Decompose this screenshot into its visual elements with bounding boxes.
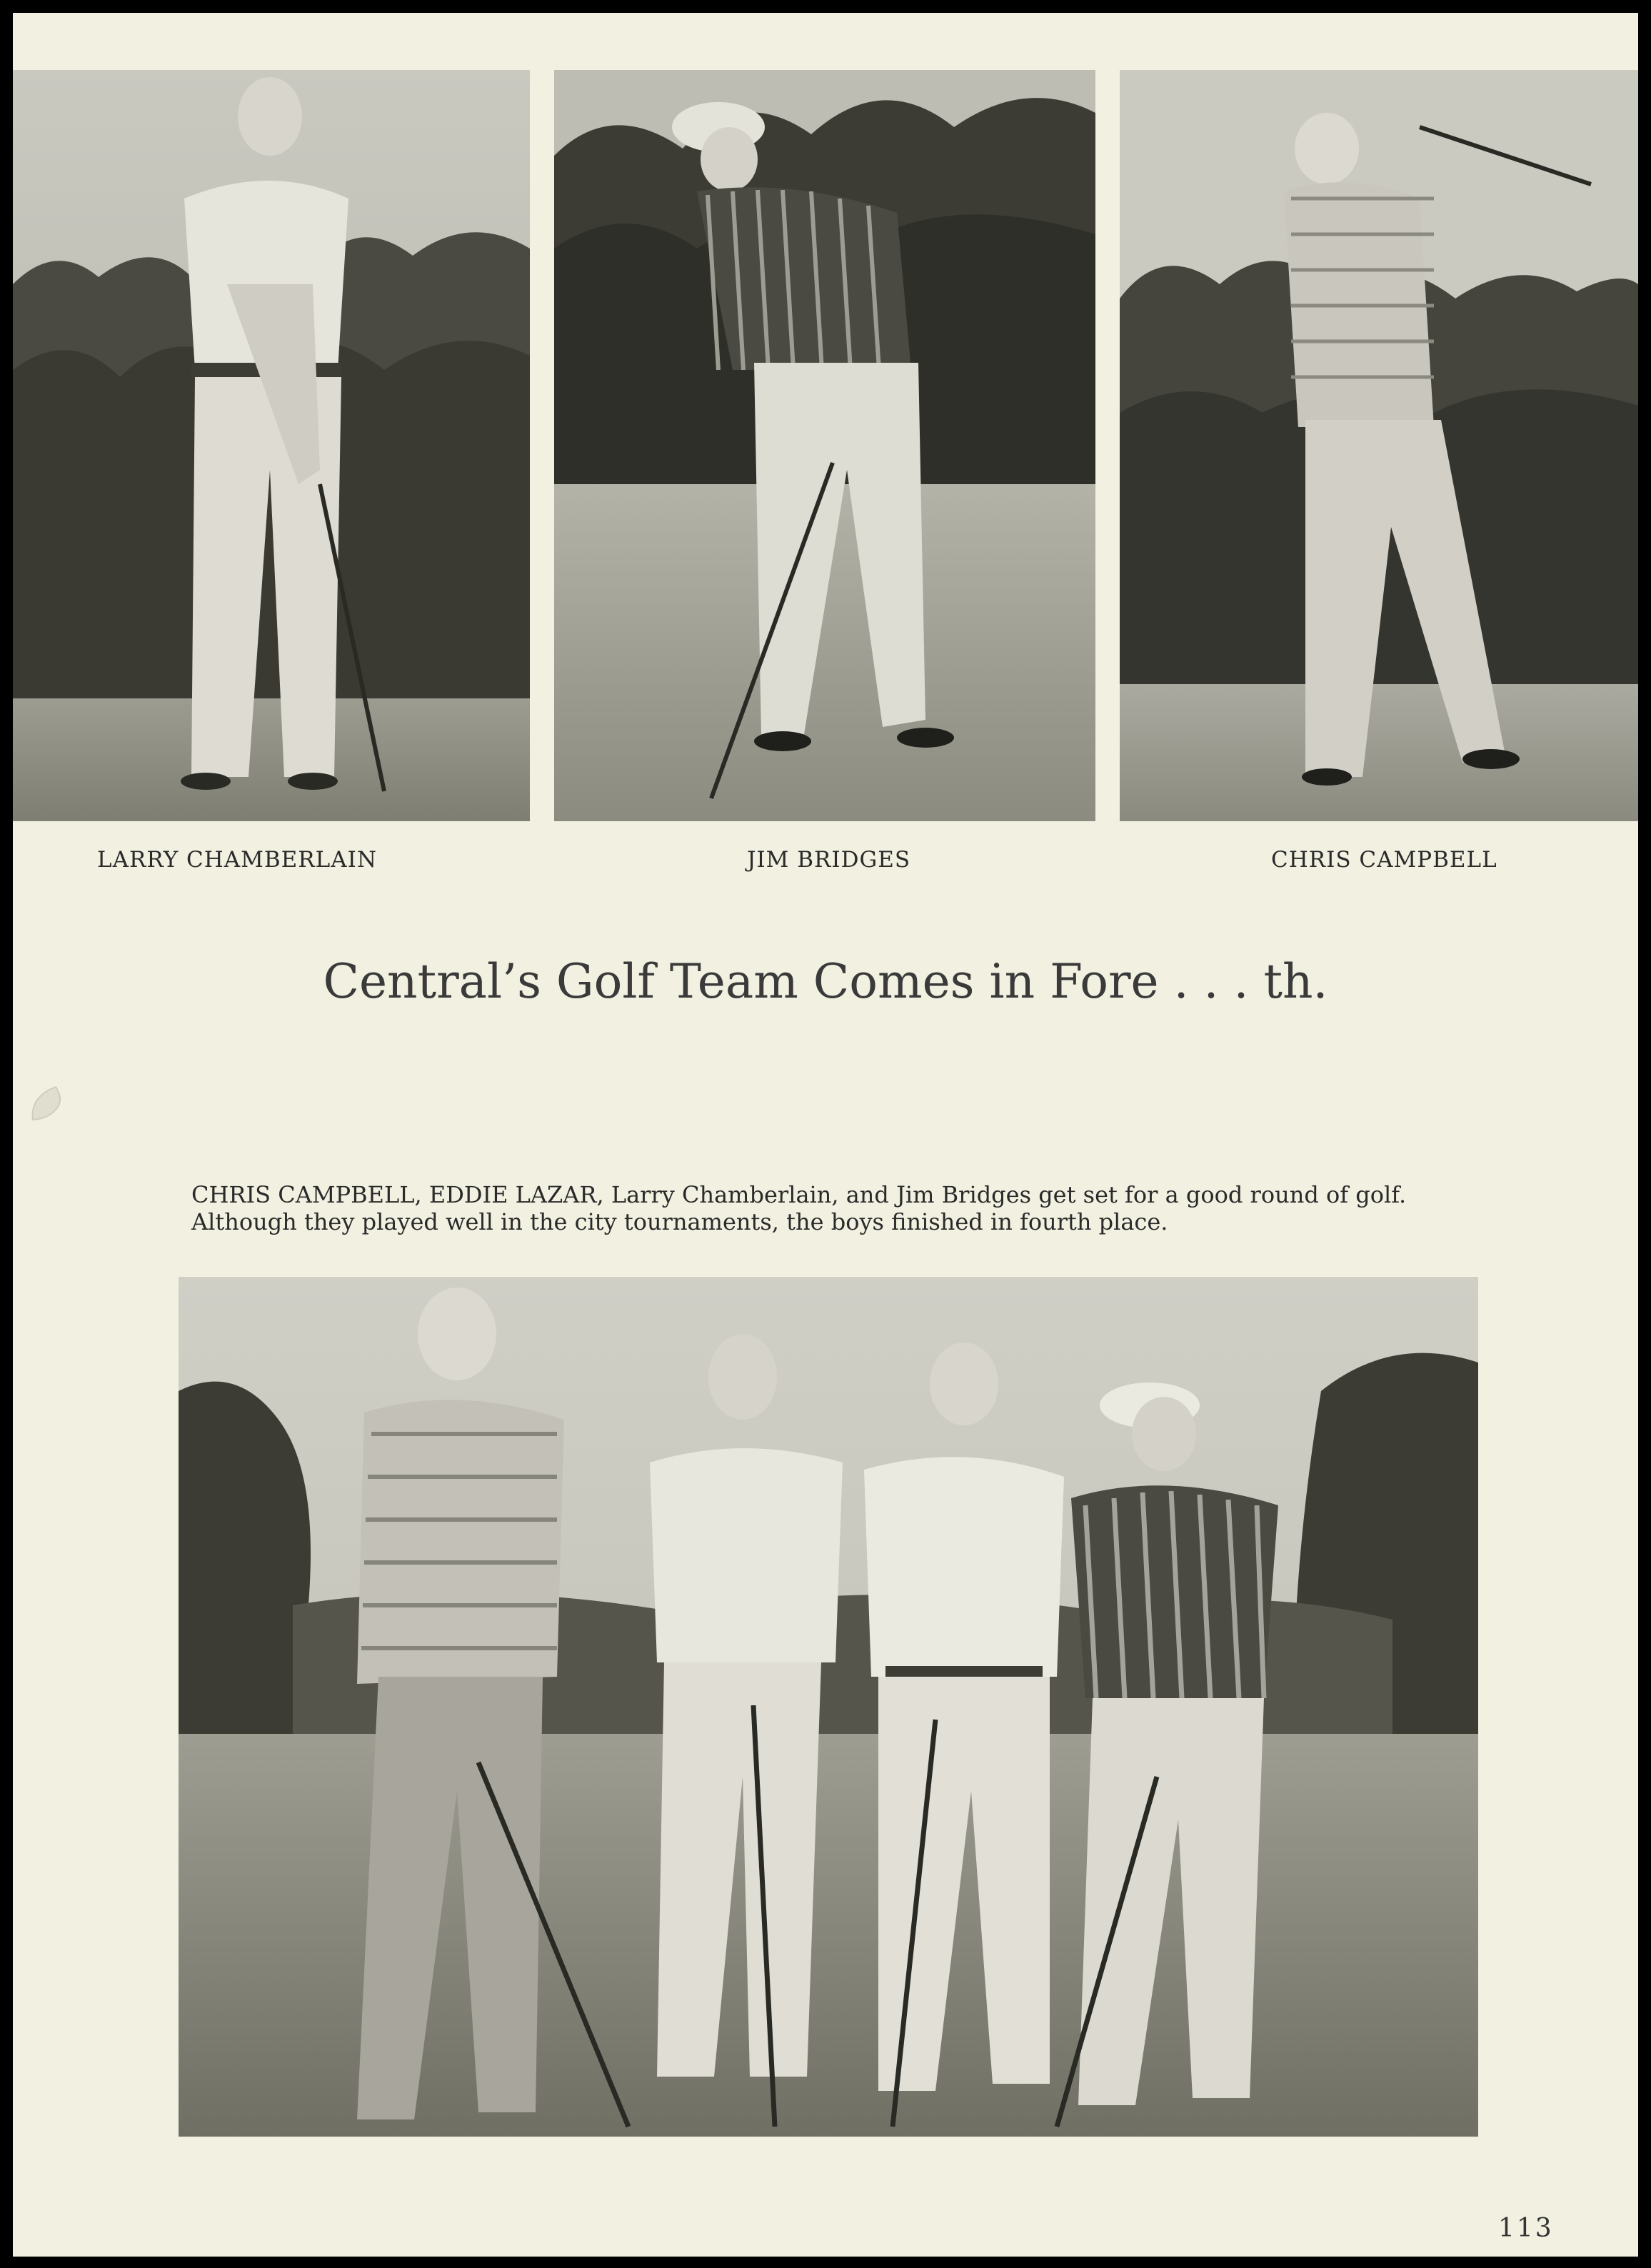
photo-chris-campbell [1120, 70, 1638, 821]
photo-golf-team-group [179, 1277, 1478, 2137]
leaf-mark-icon [27, 1083, 70, 1125]
caption-jim-bridges: JIM BRIDGES [747, 847, 911, 873]
photo-jim-bridges [554, 70, 1095, 821]
photo-larry-chamberlain [13, 70, 530, 821]
yearbook-page [13, 13, 1638, 2257]
caption-larry-chamberlain: LARRY CHAMBERLAIN [97, 847, 377, 873]
caption-chris-campbell: CHRIS CAMPBELL [1271, 847, 1497, 873]
page-number: 113 [1498, 2214, 1554, 2243]
group-photo-caption [191, 1181, 1477, 1235]
caption-line-1: CHRIS CAMPBELL, EDDIE LAZAR, Larry Chamberlain, and Jim Bridges get set for a good round of golf. [191, 1181, 1407, 1208]
caption-line-2: Although they played well in the city tournaments, the boys finished in fourth place. [191, 1208, 1168, 1235]
page-headline: Central’s Golf Team Comes in Fore . . . th. [323, 954, 1328, 1009]
